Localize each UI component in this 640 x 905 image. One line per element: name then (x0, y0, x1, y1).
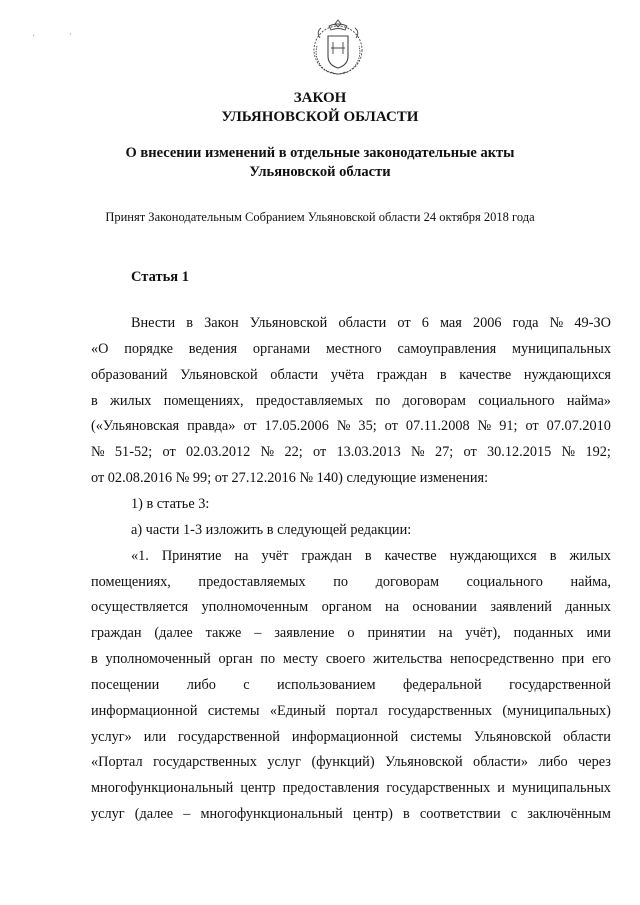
word: многофункциональный (200, 806, 343, 823)
word: и (497, 780, 505, 797)
word: предоставляемых (198, 573, 306, 590)
word: № (260, 444, 275, 461)
word: помещениях, (163, 392, 244, 409)
word: услуг (267, 754, 302, 771)
word: ведения (188, 340, 238, 357)
word: заявлений (490, 599, 552, 616)
word: Ульяновской (385, 754, 463, 771)
word: заключённым (527, 806, 611, 823)
word: центр) (352, 806, 393, 823)
word: на (385, 599, 400, 616)
text-line (131, 547, 611, 565)
text-line (91, 624, 611, 642)
word: его (591, 651, 611, 668)
word: области» (473, 754, 528, 771)
word: через (578, 754, 611, 771)
adoption-note: Принят Законодательным Собранием Ульяновской области 24 октября 2018 года (105, 210, 535, 224)
word: местного (325, 340, 382, 357)
word: Внести (131, 315, 176, 331)
word: ими (586, 625, 611, 642)
word: в (186, 315, 194, 331)
word: услуг (91, 806, 125, 823)
word: 07.11.2008 (405, 418, 470, 435)
text-line (91, 598, 611, 616)
word: от (384, 418, 398, 435)
word: в (91, 651, 98, 668)
word: от (162, 444, 176, 461)
word: 17.05.2006 (264, 418, 329, 435)
scan-speck: ' (33, 33, 35, 42)
word: данных (565, 599, 611, 616)
word: федеральной (402, 676, 482, 693)
word: 49-ЗО (574, 315, 611, 331)
word: «О (91, 340, 109, 357)
word: «Портал (91, 754, 143, 771)
word: № (561, 444, 576, 461)
word: месту (282, 651, 319, 668)
word: от (463, 444, 477, 461)
word: по (375, 392, 391, 409)
coat-of-arms-emblem (309, 16, 367, 78)
subject-line-2: Ульяновской области (249, 164, 391, 180)
text-line: от 02.08.2016 № 99; от 27.12.2016 № 140) следующие изменения: (91, 470, 489, 487)
text-line (91, 366, 611, 384)
text-line (91, 805, 611, 823)
word: договорам (375, 573, 439, 590)
word: «Единый (269, 702, 326, 719)
word: Принятие (161, 547, 222, 564)
word: Ульяновской (249, 315, 328, 331)
article-heading: Статья 1 (131, 269, 189, 285)
word: государственных (388, 702, 493, 719)
word: помещениях, (91, 573, 171, 590)
word: по (333, 573, 349, 590)
word: № (411, 444, 425, 461)
word: на (438, 625, 453, 642)
word: 6 (421, 315, 429, 331)
word: учёта (330, 366, 365, 383)
word: Закон (204, 315, 239, 331)
word: с (243, 676, 250, 693)
law-title: ЗАКОН (293, 90, 347, 106)
word: (функций) (311, 754, 375, 771)
text-line (91, 676, 611, 694)
word: 51-52; (114, 444, 153, 461)
text-line (91, 417, 611, 435)
word: жилых (569, 547, 611, 564)
word: предоставления (282, 780, 380, 797)
word: 13.03.2013 (336, 444, 401, 461)
subject-line-1: О внесении изменений в отдельные законодательные акты (125, 145, 515, 161)
word: государственных (153, 754, 257, 771)
word: жительства (372, 651, 443, 668)
word: по (260, 651, 276, 668)
word: системы (410, 728, 462, 745)
word: портал (335, 702, 378, 719)
word: найма, (570, 573, 611, 590)
region-title: УЛЬЯНОВСКОЙ ОБЛАСТИ (221, 109, 419, 125)
word: Ульяновской (473, 728, 552, 745)
word: от (312, 444, 327, 461)
word: с (510, 806, 518, 823)
word: 07.07.2010 (546, 418, 611, 435)
word: – (183, 806, 191, 823)
word: своего (325, 651, 366, 668)
word: самоуправления (397, 340, 497, 357)
word: основании (412, 599, 477, 616)
word: муниципальных (511, 340, 611, 357)
word: качестве (384, 547, 437, 564)
word: уполномоченный (105, 651, 211, 668)
word: государственных (386, 780, 491, 797)
text-line (91, 443, 611, 461)
word: граждан (301, 547, 352, 564)
text-line (91, 728, 611, 746)
word: 30.12.2015 (486, 444, 552, 461)
word: жилых (110, 392, 152, 409)
word: 22; (284, 444, 303, 461)
word: информационной (91, 702, 198, 719)
word: Ульяновской (180, 366, 258, 383)
word: о (347, 625, 355, 642)
word: непосредственно (449, 651, 555, 668)
word: при (561, 651, 585, 668)
text-line: а) части 1-3 изложить в следующей редакции: (131, 521, 412, 538)
word: центр (240, 780, 276, 797)
word: в (364, 547, 372, 564)
word: 35; (358, 418, 377, 435)
word: государственной (509, 676, 611, 693)
word: качестве (459, 366, 512, 383)
word: от (525, 418, 539, 435)
word: предоставляемых (255, 392, 364, 409)
word: (далее (134, 806, 174, 823)
word: нуждающихся (523, 366, 611, 383)
word: договорам (402, 392, 466, 409)
word: № (91, 444, 105, 461)
word: учёт (261, 547, 289, 564)
text-line (91, 650, 611, 668)
word: муниципальных (511, 780, 611, 797)
word: социального (478, 392, 555, 409)
text-line (131, 314, 611, 332)
word: найма» (566, 392, 611, 409)
word: в (402, 806, 410, 823)
word: социального (466, 573, 543, 590)
word: в (549, 547, 557, 564)
word: в (439, 366, 447, 383)
word: («Ульяновская (91, 418, 180, 435)
text-line: 1) в статье 3: (131, 495, 210, 512)
word: орган (218, 651, 253, 668)
word: уполномоченным (201, 599, 309, 616)
word: граждан (376, 366, 428, 383)
word: учёт), (465, 625, 501, 642)
word: осуществляется (91, 599, 189, 616)
word: услуг» (91, 728, 132, 745)
text-line (91, 753, 611, 771)
text-line (91, 392, 611, 410)
word: 27; (434, 444, 454, 461)
word: либо (186, 676, 216, 693)
word: либо (538, 754, 568, 771)
word: правда» (187, 418, 236, 435)
word: 192; (585, 444, 611, 461)
word: поданных (513, 625, 574, 642)
word: соответствии (419, 806, 501, 823)
word: № (549, 315, 564, 331)
word: 91; (499, 418, 518, 435)
word: заявление (274, 625, 335, 642)
word: № (477, 418, 492, 435)
word: (муниципальных) (502, 702, 611, 719)
word: образований (91, 366, 168, 383)
word: 2006 (472, 315, 502, 331)
word: 02.03.2012 (185, 444, 251, 461)
text-line (91, 702, 611, 720)
word: № (336, 418, 351, 435)
word: области (338, 315, 387, 331)
word: от (397, 315, 411, 331)
word: мая (439, 315, 462, 331)
word: граждан (91, 625, 142, 642)
word: области (270, 366, 319, 383)
text-line (91, 779, 611, 797)
word: или (143, 728, 167, 745)
word: также (205, 625, 242, 642)
word: использованием (277, 676, 376, 693)
word: – (254, 625, 262, 642)
text-line (91, 573, 611, 591)
word: (далее (154, 625, 193, 642)
word: порядке (124, 340, 173, 357)
word: на (234, 547, 249, 564)
word: от (243, 418, 257, 435)
word: нуждающихся (449, 547, 537, 564)
word: года (512, 315, 539, 331)
word: многофункциональный (91, 780, 234, 797)
word: органами (252, 340, 311, 357)
word: «1. (131, 547, 149, 564)
word: в (91, 392, 98, 409)
scan-speck: · (69, 30, 72, 39)
text-line (91, 340, 611, 358)
word: информационной (291, 728, 399, 745)
word: государственной (178, 728, 280, 745)
word: системы (207, 702, 260, 719)
word: посещении (91, 676, 160, 693)
word: принятии (367, 625, 426, 642)
word: области (563, 728, 611, 745)
word: органом (321, 599, 372, 616)
